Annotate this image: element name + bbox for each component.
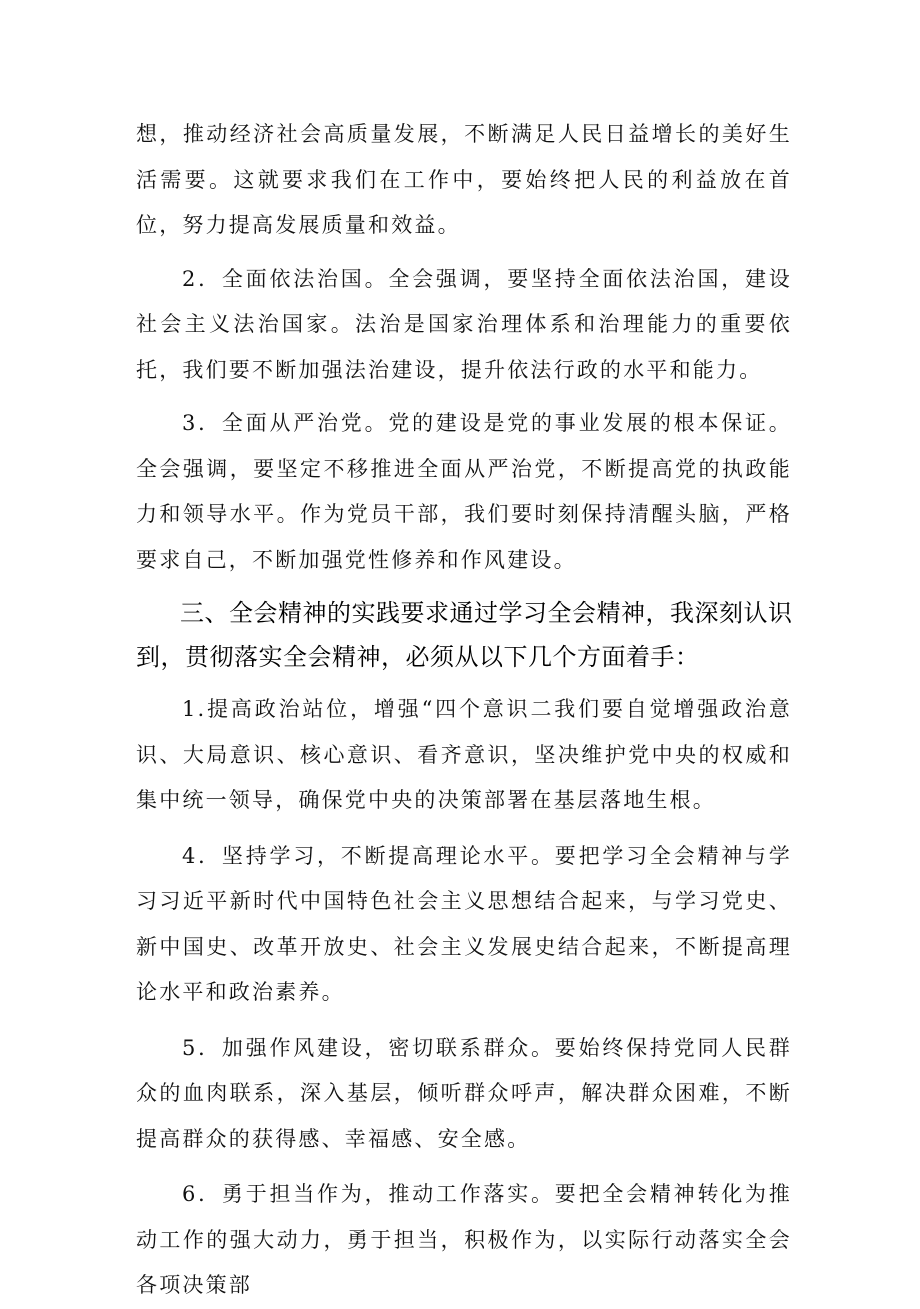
document-page (136, 112, 792, 1309)
paragraph-item-5: 5．加强作风建设，密切联系群众。要始终保持党同人民群众的血肉联系，深入基层，倾听群众呼声，解决群众困难，不断提高群众的获得感、幸福感、安全感。 (136, 1035, 792, 1151)
paragraph-continuation: 想，推动经济社会高质量发展，不断满足人民日益增长的美好生活需要。这就要求我们在工作中，要始终把人民的利益放在首位，努力提高发展质量和效益。 (136, 122, 792, 237)
paragraph-item-6: 6．勇于担当作为，推动工作落实。要把全会精神转化为推动工作的强大动力，勇于担当，积极作为，以实际行动落实全会各项决策部 (136, 1182, 792, 1297)
paragraph-item-1: 1.提高政治站位，增强“四个意识二我们要自觉增强政治意识、大局意识、核心意识、看齐意识，坚决维护党中央的权威和集中统一领导，确保党中央的决策部署在基层落地生根。 (136, 697, 792, 812)
section-heading: 三、全会精神的实践要求通过学习全会精神，我深刻认识到，贯彻落实全会精神，必须从以下几个方面着手： (136, 599, 793, 671)
paragraph-item-3: 3．全面从严治党。党的建设是党的事业发展的根本保证。全会强调，要坚定不移推进全面从严治党，不断提高党的执政能力和领导水平。作为党员干部，我们要时刻保持清醒头脑，严格要求自己，不断加强党性修养和作风建设。 (136, 411, 792, 572)
paragraph-item-2: 2．全面依法治国。全会强调，要坚持全面依法治国，建设社会主义法治国家。法治是国家治理体系和治理能力的重要依托，我们要不断加强法治建设，提升依法行政的水平和能力。 (136, 266, 792, 382)
paragraph-item-4: 4．坚持学习，不断提高理论水平。要把学习全会精神与学习习近平新时代中国特色社会主义思想结合起来，与学习党史、新中国史、改革开放史、社会主义发展史结合起来，不断提高理论水平和政治素养。 (136, 843, 792, 1004)
